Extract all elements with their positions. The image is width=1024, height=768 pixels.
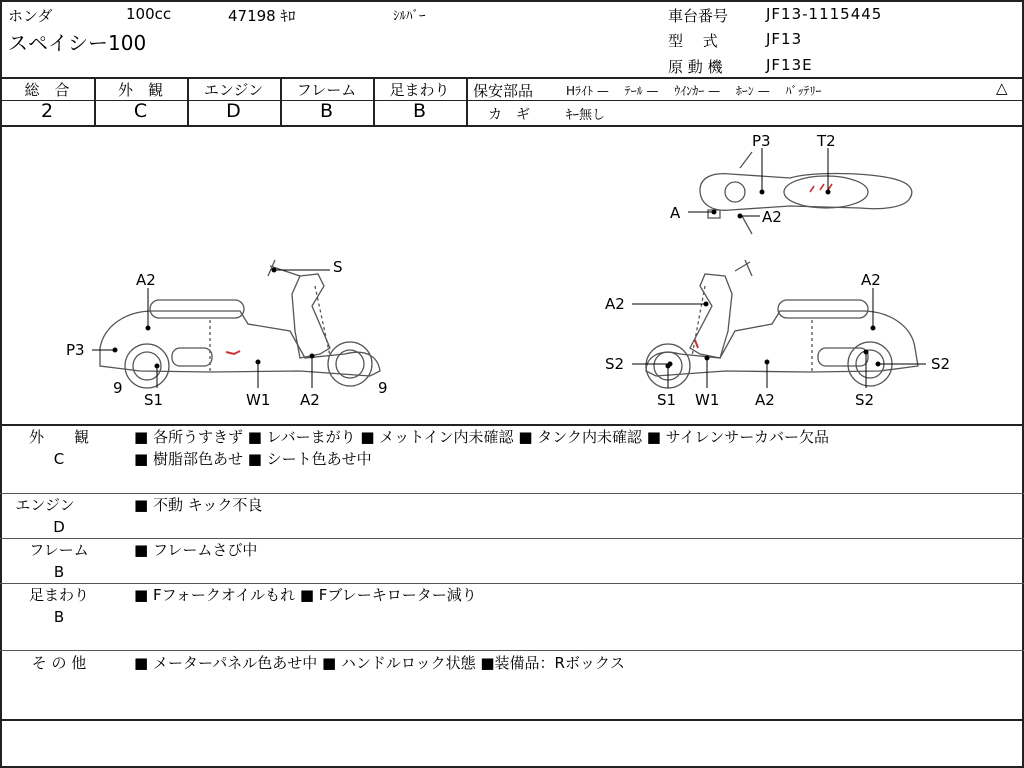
engine-value: JF13E — [766, 56, 813, 74]
divider — [466, 77, 468, 125]
label-s: S — [333, 258, 343, 276]
label-s2: S2 — [855, 391, 875, 409]
label-s1: S1 — [657, 391, 677, 409]
label-9: 9 — [378, 379, 388, 397]
label-a2: A2 — [861, 271, 881, 289]
safety-items: Hﾗｲﾄ — ﾃｰﾙ — ｳｲﾝｶｰ — ﾎｰﾝ — ﾊﾞｯﾃﾘｰ — [566, 84, 822, 98]
remark-label: 外 観 — [28, 428, 89, 446]
type-value: JF13 — [766, 30, 803, 48]
grade-exterior: C — [133, 100, 148, 122]
remark-grade: B — [53, 563, 65, 581]
label-a2: A2 — [136, 271, 156, 289]
grade-header-overall: 総 合 — [24, 81, 70, 99]
remark-line: ■ 不動 キック不良 — [134, 496, 263, 514]
remark-line: ■ フレームさび中 — [134, 541, 258, 559]
maker: ホンダ — [8, 7, 53, 25]
grade-header-suspension: 足まわり — [389, 81, 450, 99]
divider — [467, 100, 1024, 101]
type-label: 型 式 — [668, 32, 718, 50]
displacement: 100cc — [126, 5, 172, 23]
grade-engine: D — [226, 100, 241, 122]
key-label: カ ギ — [488, 107, 530, 123]
remark-line: ■ 樹脂部色あせ ■ シート色あせ中 — [134, 450, 372, 468]
engine-label: 原 動 機 — [668, 58, 723, 76]
grade-overall: 2 — [40, 100, 54, 122]
label-a2: A2 — [755, 391, 775, 409]
model-name: スペイシー100 — [8, 31, 147, 55]
grade-header-frame: フレーム — [296, 81, 357, 99]
label-s2: S2 — [605, 355, 625, 373]
grade-header-engine: エンジン — [203, 81, 264, 99]
label-w1: W1 — [695, 391, 720, 409]
color: ｼﾙﾊﾞｰ — [393, 9, 426, 24]
label-9: 9 — [113, 379, 123, 397]
label-p3: P3 — [66, 341, 85, 359]
grade-suspension: B — [412, 100, 427, 122]
remark-line: ■ 各所うすきず ■ レバーまがり ■ メットイン内未確認 ■ タンク内未確認 ■ サイレンサーカバー欠品 — [134, 428, 829, 446]
scooter-top-view — [700, 152, 912, 234]
label-a2: A2 — [762, 208, 782, 226]
label-s1: S1 — [144, 391, 164, 409]
divider — [0, 650, 1024, 651]
remark-grade: C — [53, 450, 65, 468]
remark-label: フレーム — [29, 541, 89, 559]
remark-label: 足まわり — [28, 586, 89, 604]
divider — [0, 719, 1024, 721]
remark-label: そ の 他 — [31, 654, 87, 672]
triangle-icon: △ — [996, 79, 1008, 97]
remark-line: ■ Fフォークオイルもれ ■ Fブレーキローター減り — [134, 586, 477, 604]
label-p3: P3 — [752, 132, 771, 150]
key-value: ｷｰ無し — [566, 108, 606, 123]
label-t2: T2 — [817, 132, 836, 150]
safety-label: 保安部品 — [473, 82, 534, 100]
label-a2: A2 — [605, 295, 625, 313]
mileage: 47198 ｷﾛ — [228, 7, 296, 25]
remark-line: ■ メーターパネル色あせ中 ■ ハンドルロック状態 ■装備品：Rボックス — [134, 654, 625, 672]
damage-diagram — [0, 126, 1024, 424]
label-w1: W1 — [246, 391, 271, 409]
grade-frame: B — [319, 100, 334, 122]
chassis-value: JF13-1115445 — [766, 5, 883, 23]
label-a: A — [670, 204, 681, 222]
label-s2: S2 — [931, 355, 951, 373]
remark-label: エンジン — [15, 496, 75, 514]
label-a2: A2 — [300, 391, 320, 409]
remark-grade: D — [53, 518, 65, 536]
remark-grade: B — [53, 608, 65, 626]
grade-header-exterior: 外 観 — [117, 81, 163, 99]
chassis-label: 車台番号 — [668, 7, 729, 25]
